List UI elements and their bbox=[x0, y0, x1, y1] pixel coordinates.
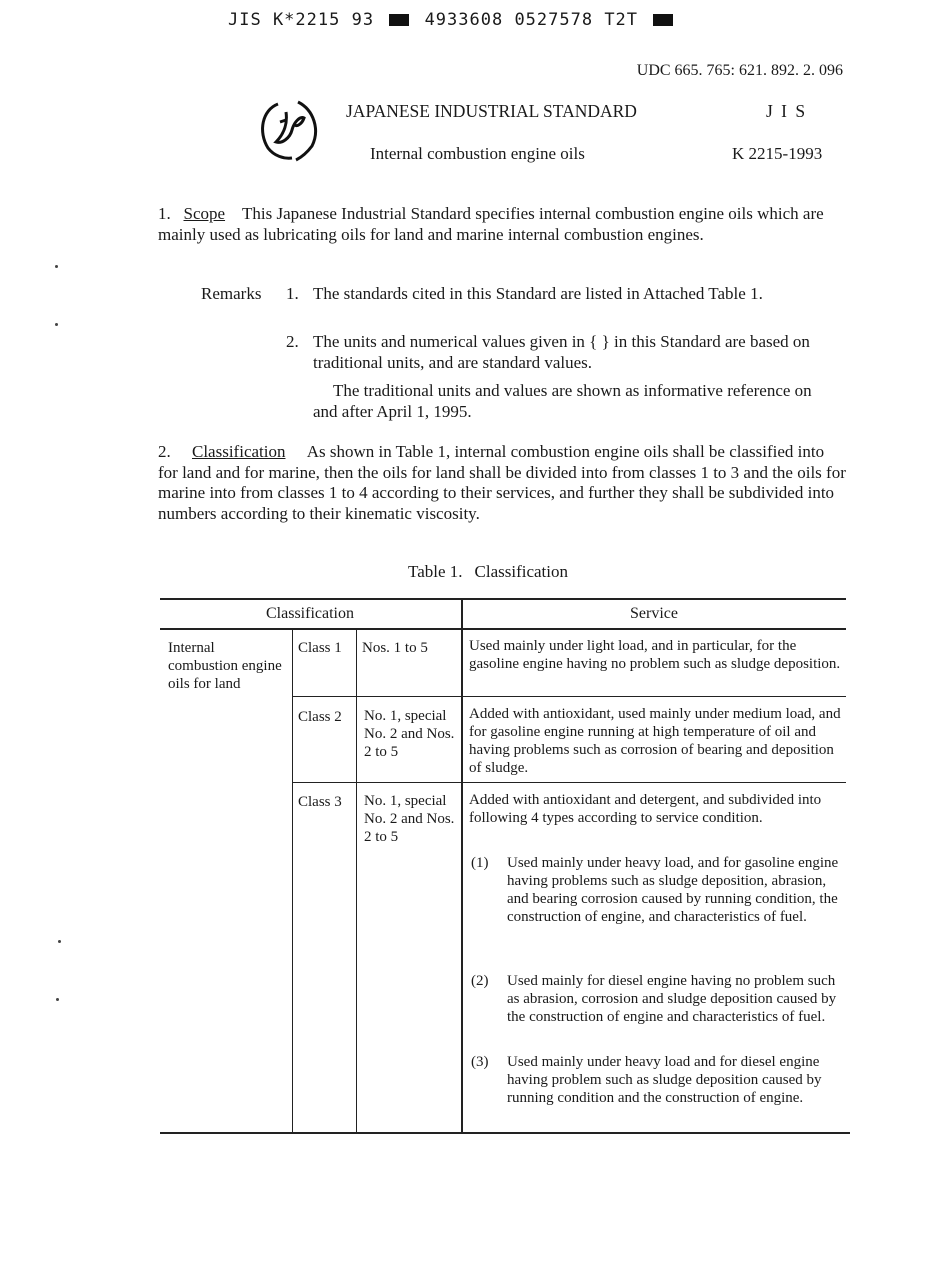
item-number: (3) bbox=[471, 1054, 489, 1070]
service-cell: Used mainly under light load, and in particular, for the gasoline engine having no problem such as sludge deposition. bbox=[469, 638, 841, 672]
service-cell: Added with antioxidant, used mainly under medium load, and for gasoline engine running at high temperature of oil and having problems such as corrosion of bearing and deposition of sludge. bbox=[469, 706, 841, 776]
remark-note: The traditional units and values are shown as informative reference on and after April 1, 1995. bbox=[313, 381, 812, 421]
item-text: Used mainly under heavy load, and for gasoline engine having problems such as sludge deposition, abrasion, and bearing corrosion caused by running condition, the construction of engine, and characteristics of fuel. bbox=[507, 855, 839, 925]
item-number: (2) bbox=[471, 973, 489, 989]
table-rule bbox=[292, 628, 293, 1133]
section-text: As shown in Table 1, internal combustion engine oils shall be classified into for land and for marine, then the oils for land shall be divided into from classes 1 to 3 and the oils for marine into from classes 1 to 4 according to their services, and further they shall be subdivided into numbers according to their kinematic viscosity. bbox=[158, 442, 846, 523]
list-item bbox=[471, 1053, 843, 1127]
jis-mark: J I S bbox=[766, 101, 808, 121]
nos-cell: Nos. 1 to 5 bbox=[362, 640, 428, 656]
section-heading: Classification bbox=[192, 442, 286, 461]
group-label: Internal combustion engine oils for land bbox=[168, 640, 282, 692]
item-text: Used mainly for diesel engine having no problem such as abrasion, corrosion and sludge deposition caused by the construction of engine and characteristics of fuel. bbox=[507, 973, 837, 1025]
nos-cell: No. 1, special No. 2 and Nos. 2 to 5 bbox=[364, 708, 455, 760]
header-classification: Classification bbox=[266, 605, 354, 622]
table-rule bbox=[292, 782, 846, 783]
class-cell: Class 1 bbox=[298, 640, 342, 656]
section-number: 1. bbox=[158, 204, 171, 223]
section-classification bbox=[158, 442, 848, 524]
section-scope bbox=[158, 204, 846, 245]
item-text: Used mainly under heavy load and for diesel engine having problem such as sludge deposition caused by running condition and the construction of engine. bbox=[507, 1054, 822, 1106]
section-number: 2. bbox=[158, 442, 171, 461]
remark-text: The standards cited in this Standard are listed in Attached Table 1. bbox=[313, 284, 763, 303]
barcode-block-icon bbox=[653, 14, 673, 26]
scan-speck bbox=[56, 998, 59, 1001]
table-caption bbox=[408, 562, 580, 582]
scan-speck bbox=[55, 323, 58, 326]
scan-speck bbox=[55, 265, 58, 268]
nos-cell: No. 1, special No. 2 and Nos. 2 to 5 bbox=[364, 793, 455, 845]
remark-text: The units and numerical values given in { } in this Standard are based on traditional units, and are standard values. bbox=[313, 332, 810, 372]
table-rule bbox=[292, 696, 846, 697]
table-title: Classification bbox=[474, 562, 568, 581]
section-text: This Japanese Industrial Standard specifies internal combustion engine oils which are mainly used as lubricating oils for land and marine internal combustion engines. bbox=[158, 204, 824, 244]
remark-number: 1. bbox=[286, 284, 299, 303]
list-item bbox=[471, 972, 843, 1046]
table-rule bbox=[160, 1132, 850, 1134]
table-rule bbox=[160, 598, 846, 600]
standard-subtitle: Internal combustion engine oils bbox=[370, 144, 585, 163]
scan-speck bbox=[58, 940, 61, 943]
barcode-block-icon bbox=[389, 14, 409, 26]
class-cell: Class 2 bbox=[298, 709, 342, 725]
section-heading: Scope bbox=[183, 204, 226, 223]
table-rule bbox=[356, 628, 357, 1133]
document-code-left: JIS K*2215 93 bbox=[228, 10, 375, 30]
service-cell: Added with antioxidant and detergent, and subdivided into following 4 types according to service condition. bbox=[469, 792, 822, 826]
udc-number: UDC 665. 765: 621. 892. 2. 096 bbox=[636, 62, 843, 79]
document-code bbox=[228, 10, 677, 30]
standard-title: JAPANESE INDUSTRIAL STANDARD bbox=[346, 101, 637, 121]
remark-number: 2. bbox=[286, 332, 299, 351]
remarks-label: Remarks bbox=[201, 284, 262, 303]
table-number: Table 1. bbox=[408, 562, 463, 581]
list-item bbox=[471, 854, 843, 964]
jis-logo-icon bbox=[256, 96, 324, 162]
table-rule bbox=[160, 628, 846, 630]
header-service: Service bbox=[630, 605, 678, 622]
item-number: (1) bbox=[471, 855, 489, 871]
class-cell: Class 3 bbox=[298, 794, 342, 810]
standard-number: K 2215-1993 bbox=[732, 144, 823, 163]
table-rule bbox=[461, 598, 463, 1133]
document-code-right: 4933608 0527578 T2T bbox=[424, 10, 639, 30]
